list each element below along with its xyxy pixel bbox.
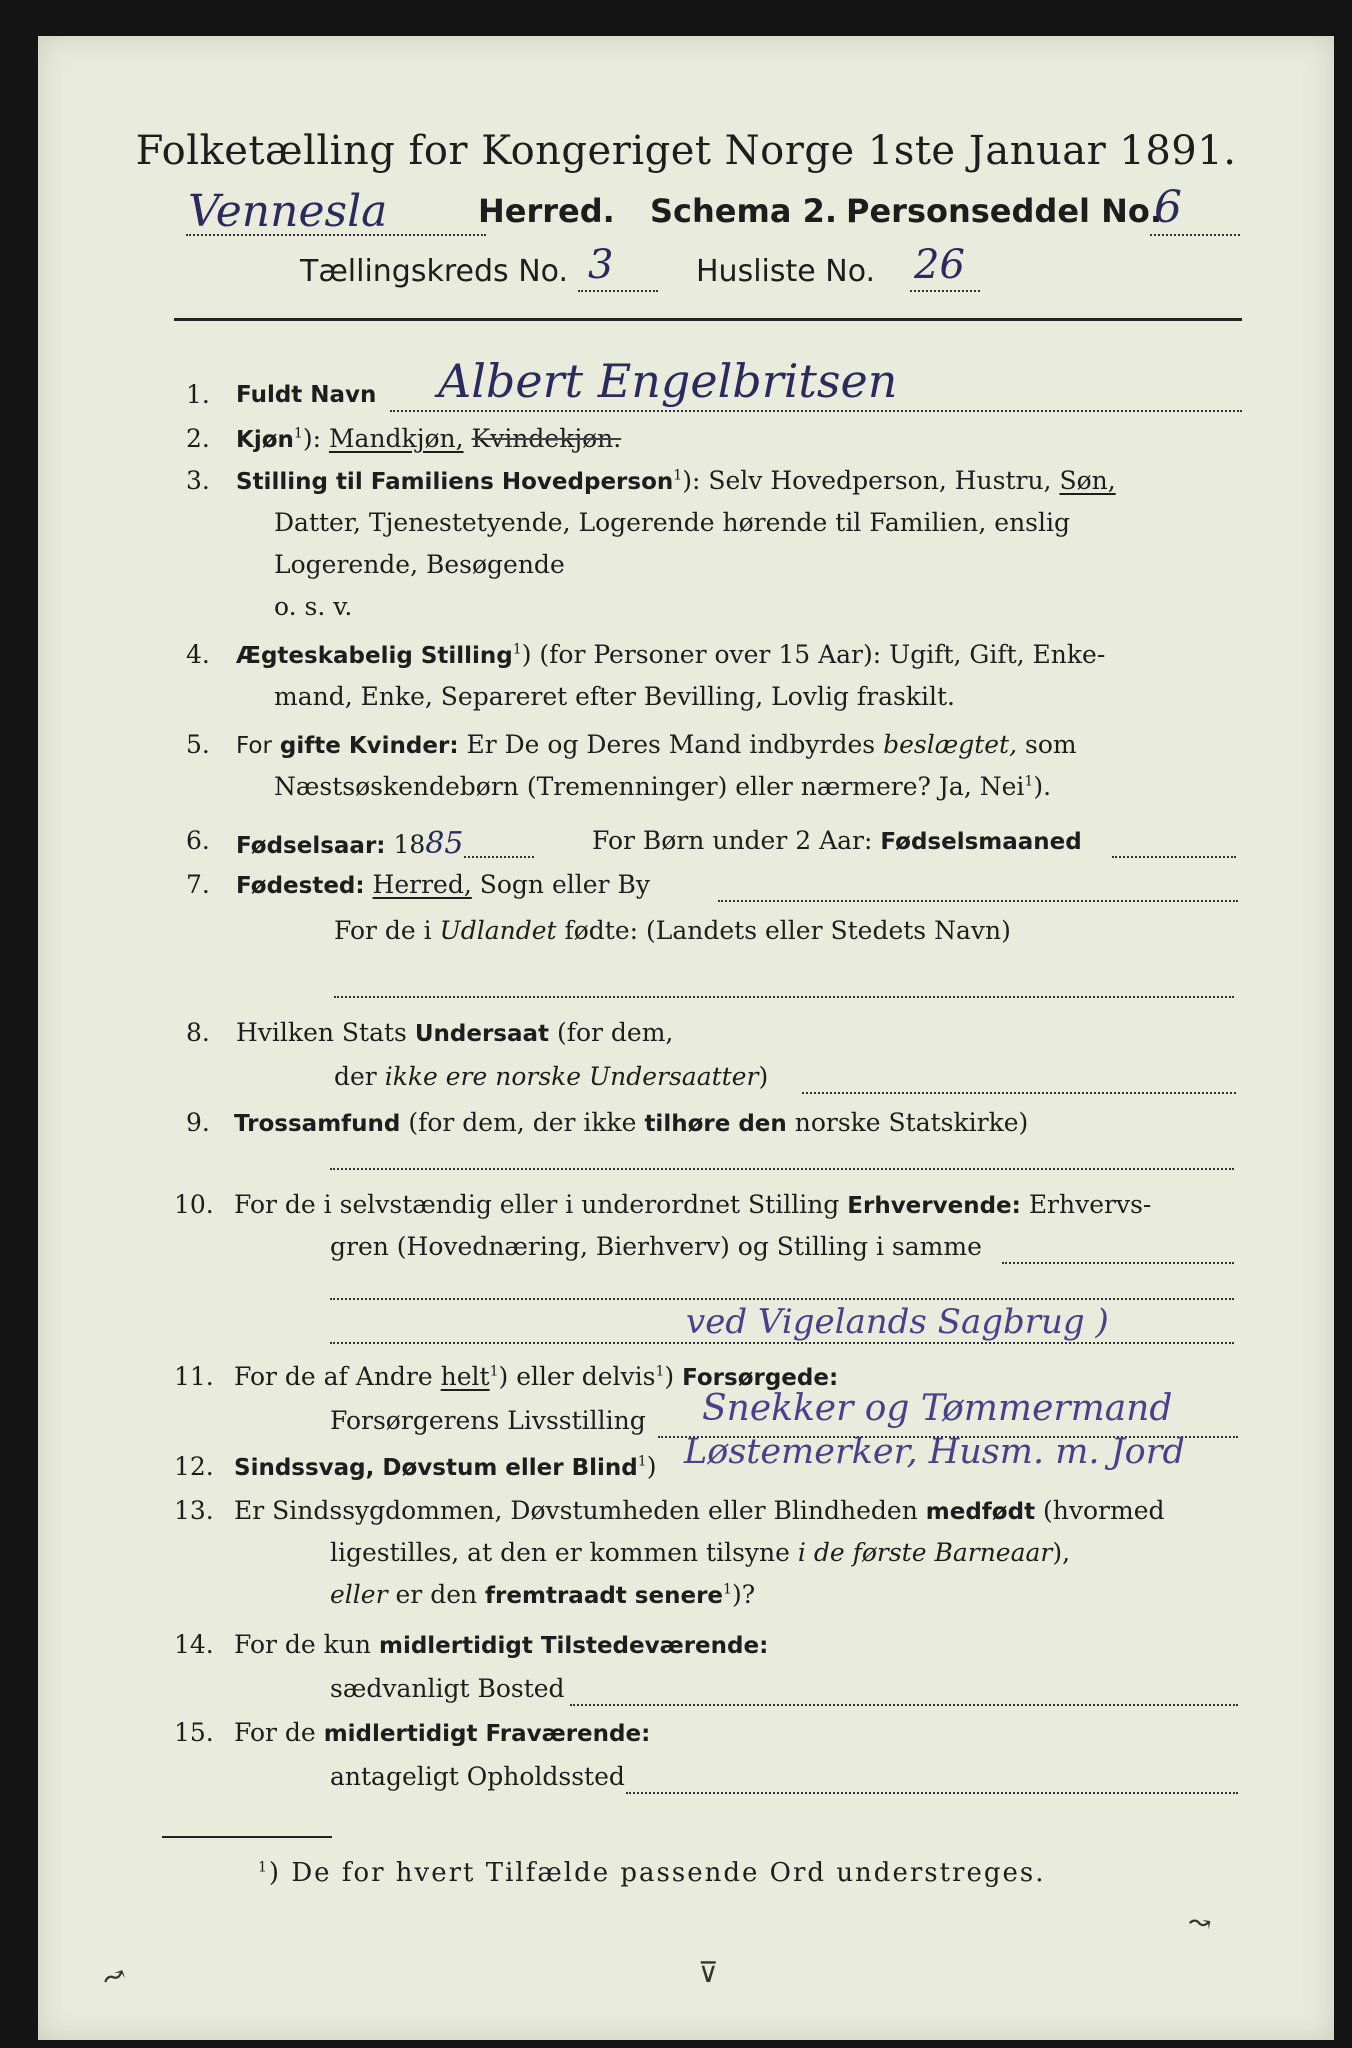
- q2-line: Kjøn$^1$): Mandkjøn, Kvindekjøn.: [236, 424, 622, 453]
- q12-number: 12.: [174, 1452, 214, 1481]
- q6-line: Fødselsaar: 1885: [236, 826, 464, 861]
- q9-answer-dots: [330, 1168, 1234, 1170]
- herred-label: Herred.: [478, 192, 615, 230]
- q3-line3: Logerende, Besøgende: [274, 550, 565, 579]
- q3-line1: Stilling til Familiens Hovedperson$^1$): Selv Hovedperson, Hustru, Søn,: [236, 466, 1116, 495]
- q7-number: 7.: [186, 870, 210, 899]
- kreds-value: 3: [588, 242, 614, 288]
- q4-line2: mand, Enke, Separeret efter Bevilling, Lovlig fraskilt.: [274, 682, 955, 711]
- q5-line1: For gifte Kvinder: Er De og Deres Mand indbyrdes beslægtet, som: [236, 730, 1077, 759]
- stray-mark-right: ↝: [1185, 1904, 1215, 1941]
- q13-number: 13.: [174, 1496, 214, 1525]
- q13-line3: eller er den fremtraadt senere$^1$)?: [330, 1580, 756, 1609]
- q11-value: Snekker og Tømmermand: [702, 1388, 1173, 1429]
- q11-line2: Forsørgerens Livsstilling: [330, 1406, 646, 1435]
- q5-number: 5.: [186, 730, 210, 759]
- personseddel-dots: [1150, 234, 1240, 236]
- q12-line: Sindssvag, Døvstum eller Blind$^1$): [234, 1452, 657, 1481]
- q10-line1: For de i selvstændig eller i underordnet Stilling Erhvervende: Erhvervs-: [234, 1190, 1152, 1219]
- q13-line1: Er Sindssygdommen, Døvstumheden eller Blindheden medfødt (hvormed: [234, 1496, 1165, 1525]
- personseddel-value: 6: [1154, 182, 1182, 233]
- census-form: [38, 36, 1334, 2040]
- footnote: $^1$) De for hvert Tilfælde passende Ord understreges.: [258, 1858, 1046, 1888]
- q4-number: 4.: [186, 640, 210, 669]
- husliste-value: 26: [914, 242, 965, 288]
- kreds-label: Tællingskreds No.: [300, 254, 568, 289]
- q8-line2: der ikke ere norske Undersaatter): [334, 1062, 769, 1091]
- q7-answer-dots: [334, 996, 1234, 998]
- q3-son: Søn,: [1059, 466, 1116, 495]
- herred-value: Vennesla: [188, 186, 388, 237]
- q2-mandkjon: Mandkjøn,: [328, 424, 464, 453]
- q3-line2: Datter, Tjenestetyende, Logerende hørende til Familien, enslig: [274, 508, 1071, 537]
- q1-number: 1.: [186, 380, 210, 409]
- q2-kvindekjon: Kvindekjøn.: [471, 424, 622, 453]
- footnote-rule: [162, 1836, 332, 1838]
- q7-line1: Fødested: Herred, Sogn eller By: [236, 870, 650, 899]
- q2-number: 2.: [186, 424, 210, 453]
- form-title: Folketælling for Kongeriget Norge 1ste Januar 1891.: [135, 128, 1237, 174]
- q11-line1: For de af Andre helt$^1$) eller delvis$^1$) Forsørgede:: [234, 1362, 839, 1391]
- herred-dots: [186, 234, 486, 236]
- q14-dots: [570, 1704, 1238, 1706]
- q10-dots-c: [330, 1342, 1234, 1344]
- stray-mark-left: ↝: [97, 1956, 131, 1997]
- q1-dots: [390, 410, 1242, 412]
- q15-line1: For de midlertidigt Fraværende:: [234, 1718, 651, 1747]
- q3-line4: o. s. v.: [274, 592, 353, 621]
- q14-line2: sædvanligt Bosted: [330, 1674, 565, 1703]
- q8-line1: Hvilken Stats Undersaat (for dem,: [236, 1018, 674, 1047]
- q6-line-b: For Børn under 2 Aar: Fødselsmaaned: [592, 826, 1082, 855]
- schema-label: Schema 2.: [650, 192, 837, 230]
- q3-number: 3.: [186, 466, 210, 495]
- q6-month-dots: [1112, 856, 1236, 858]
- header-rule: [174, 318, 1242, 321]
- q1-label: Fuldt Navn: [236, 382, 377, 408]
- q7-dots: [718, 900, 1238, 902]
- husliste-label: Husliste No.: [696, 254, 876, 289]
- q14-line1: For de kun midlertidigt Tilstedeværende:: [234, 1630, 769, 1659]
- q10-dots-b: [330, 1298, 1234, 1300]
- q6-number: 6.: [186, 826, 210, 855]
- q15-line2: antageligt Opholdssted: [330, 1762, 625, 1791]
- q10-dots-a: [1002, 1262, 1234, 1264]
- q4-line1: Ægteskabelig Stilling$^1$) (for Personer over 15 Aar): Ugift, Gift, Enke-: [236, 640, 1106, 669]
- q7-herred: Herred,: [372, 870, 472, 899]
- q13-line2: ligestilles, at den er kommen tilsyne i de første Barneaar),: [330, 1538, 1071, 1567]
- q8-dots: [802, 1092, 1236, 1094]
- q8-number: 8.: [186, 1018, 210, 1047]
- personseddel-label: Personseddel No.: [846, 192, 1163, 230]
- q15-dots: [626, 1792, 1238, 1794]
- q9-line1: Trossamfund (for dem, der ikke tilhøre den norske Statskirke): [234, 1108, 1029, 1137]
- q5-line2: Næstsøskendebørn (Tremenninger) eller nærmere? Ja, Nei$^1$).: [274, 772, 1052, 801]
- husliste-dots: [910, 290, 980, 292]
- q15-number: 15.: [174, 1718, 214, 1747]
- q6-year-dots: [464, 856, 534, 858]
- q12-value: Løstemerker, Husm. m. Jord: [684, 1432, 1185, 1472]
- q14-number: 14.: [174, 1630, 214, 1659]
- q7-line2: For de i Udlandet fødte: (Landets eller Stedets Navn): [334, 916, 1011, 945]
- q10-line2: gren (Hovednæring, Bierhverv) og Stilling i samme: [330, 1232, 982, 1261]
- q10-value: ved Vigelands Sagbrug ): [686, 1302, 1109, 1342]
- q1-value: Albert Engelbritsen: [438, 354, 898, 408]
- kreds-dots: [578, 290, 658, 292]
- q10-number: 10.: [174, 1190, 214, 1219]
- q9-number: 9.: [186, 1108, 210, 1137]
- q6-year-value: 85: [425, 826, 464, 861]
- q11-number: 11.: [174, 1362, 214, 1391]
- stray-mark-bottom: ⊽: [698, 1956, 719, 1989]
